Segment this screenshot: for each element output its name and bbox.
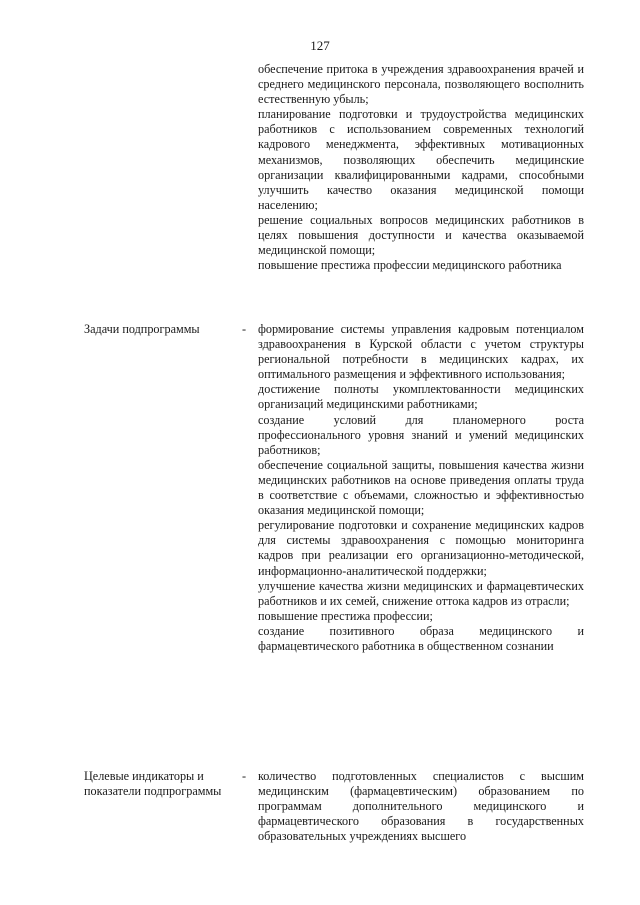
task-item: создание условий для планомерного роста профессионального уровня знаний и умений медицинских работников; bbox=[258, 412, 584, 457]
task-item: создание позитивного образа медицинского и фармацевтического работника в общественном сознании bbox=[258, 623, 584, 653]
indicators-label: Целевые индикаторы и показатели подпрограммы bbox=[84, 769, 222, 799]
goals-continuation bbox=[258, 62, 584, 273]
tasks-dash: - bbox=[242, 322, 247, 336]
indicators-dash: - bbox=[242, 769, 247, 783]
task-item: повышение престижа профессии; bbox=[258, 608, 433, 623]
task-item: обеспечение социальной защиты, повышения качества жизни медицинских работников на основе приведения оплаты труда в соответствие с объемами, сложностью и эффективностью оказания медицинской помощи; bbox=[258, 457, 584, 518]
tasks-label: Задачи подпрограммы bbox=[84, 322, 200, 336]
indicators-text-block bbox=[258, 769, 584, 844]
goal-item: решение социальных вопросов медицинских работников в целях повышения доступности и качества оказываемой медицинской помощи; bbox=[258, 212, 584, 258]
page-number: 127 bbox=[310, 38, 330, 53]
task-item: регулирование подготовки и сохранение медицинских кадров для системы здравоохранения с помощью мониторинга кадров при реализации его организационно-методической, информационно-аналитической поддержки; bbox=[258, 518, 584, 578]
tasks-list bbox=[258, 322, 584, 654]
goal-item: планирование подготовки и трудоустройства медицинских работников с использованием современных технологий кадрового менеджмента, эффективных мотивационных механизмов, позволяющих обеспечить медицинские организации квалифицированными кадрами, способными улучшить качество оказания медицинской помощи населению; bbox=[258, 107, 584, 212]
task-item: формирование системы управления кадровым потенциалом здравоохранения в Курской области с учетом структуры региональной потребности в медицинских кадрах, их оптимального размещения и эффективного использования; bbox=[258, 322, 584, 382]
goal-item: обеспечение притока в учреждения здравоохранения врачей и среднего медицинского персонала, позволяющего восполнить естественную убыль; bbox=[258, 62, 584, 107]
goal-item: повышение престижа профессии медицинского работника bbox=[258, 258, 562, 273]
indicator-text: количество подготовленных специалистов с высшим медицинским (фармацевтическим) образованием по программам дополнительного медицинского и фармацевтического образования в государственных образовательных учреждениях высшего bbox=[258, 769, 584, 844]
task-item: достижение полноты укомплектованности медицинских организаций медицинскими работниками; bbox=[258, 382, 584, 412]
task-item: улучшение качества жизни медицинских и фармацевтических работников и их семей, снижение оттока кадров из отрасли; bbox=[258, 578, 584, 608]
